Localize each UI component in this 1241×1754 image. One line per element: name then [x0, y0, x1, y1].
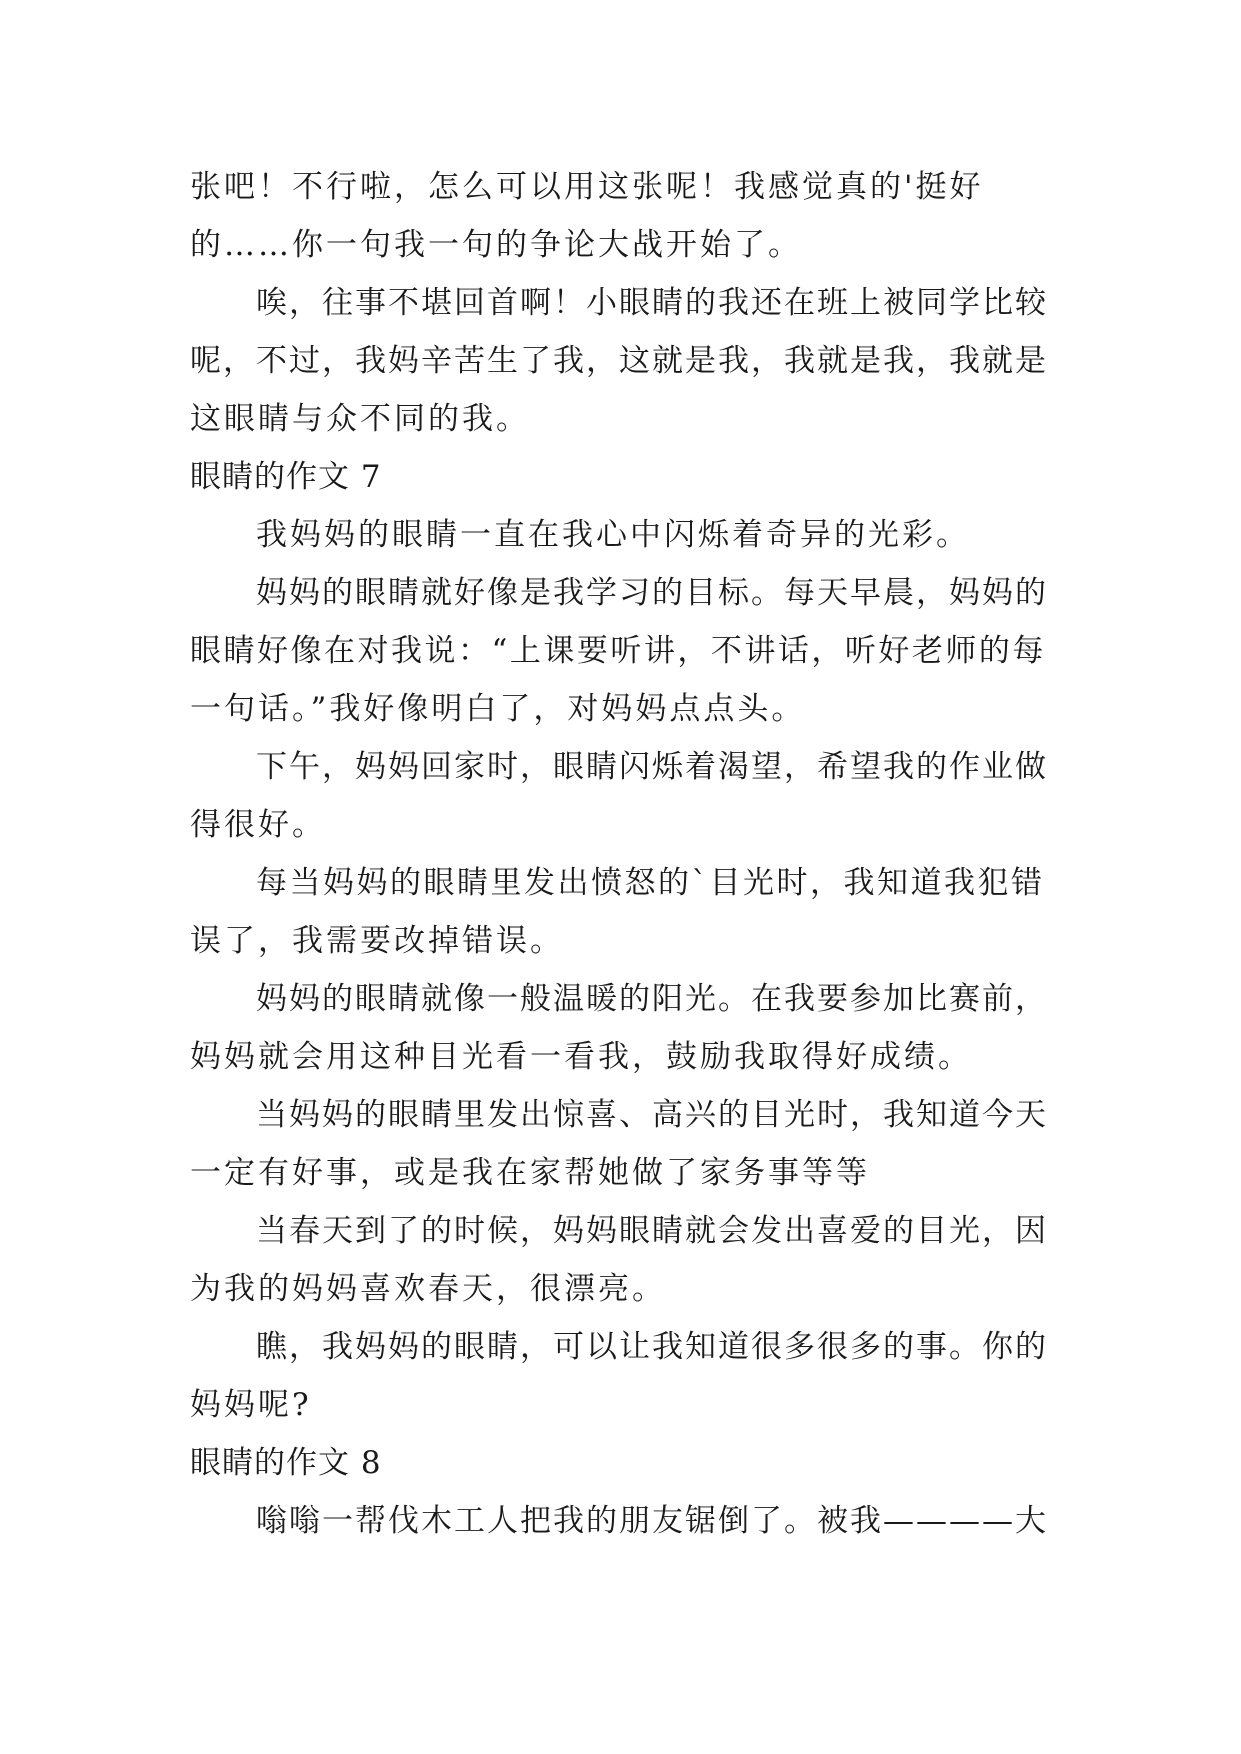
text-line: 误了，我需要改掉错误。	[190, 923, 564, 959]
text-line: 妈妈呢?	[190, 1387, 312, 1423]
section-heading: 眼睛的作文 7	[190, 459, 382, 495]
text-line: 一定有好事，或是我在家帮她做了家务事等等	[190, 1155, 870, 1191]
document-body	[190, 158, 1050, 1550]
text-line: 妈妈的眼睛就好像是我学习的目标。每天早晨，妈妈的	[256, 575, 1048, 611]
text-line: 这眼睛与众不同的我。	[190, 401, 530, 437]
text-line: 张吧！不行啦，怎么可以用这张呢！我感觉真的'挺好	[190, 169, 984, 205]
text-line: 妈妈就会用这种目光看一看我，鼓励我取得好成绩。	[190, 1039, 972, 1075]
text-line: 当妈妈的眼睛里发出惊喜、高兴的目光时，我知道今天	[256, 1097, 1048, 1133]
text-line: 的……你一句我一句的争论大战开始了。	[190, 227, 802, 263]
text-line: 得很好。	[190, 807, 326, 843]
text-line: 瞧，我妈妈的眼睛，可以让我知道很多很多的事。你的	[256, 1329, 1048, 1365]
text-line: 当春天到了的时候，妈妈眼睛就会发出喜爱的目光，因	[256, 1213, 1048, 1249]
text-line: 一句话。”我好像明白了，对妈妈点点头。	[190, 691, 806, 727]
text-line: 眼睛好像在对我说：“上课要听讲，不讲话，听好老师的每	[190, 633, 1046, 669]
text-line: 为我的妈妈喜欢春天，很漂亮。	[190, 1271, 666, 1307]
text-line: 下午，妈妈回家时，眼睛闪烁着渴望，希望我的作业做	[256, 749, 1048, 785]
text-line: 妈妈的眼睛就像一般温暖的阳光。在我要参加比赛前，	[256, 981, 1048, 1017]
section-heading: 眼睛的作文 8	[190, 1445, 382, 1481]
text-line: 唉，往事不堪回首啊！小眼睛的我还在班上被同学比较	[256, 285, 1048, 321]
text-line: 我妈妈的眼睛一直在我心中闪烁着奇异的光彩。	[256, 517, 970, 553]
text-line: 呢，不过，我妈辛苦生了我，这就是我，我就是我，我就是	[190, 343, 1048, 379]
text-line: 每当妈妈的眼睛里发出愤怒的`目光时，我知道我犯错	[256, 865, 1045, 901]
text-line: 嗡嗡一帮伐木工人把我的朋友锯倒了。被我————大	[256, 1503, 1048, 1539]
